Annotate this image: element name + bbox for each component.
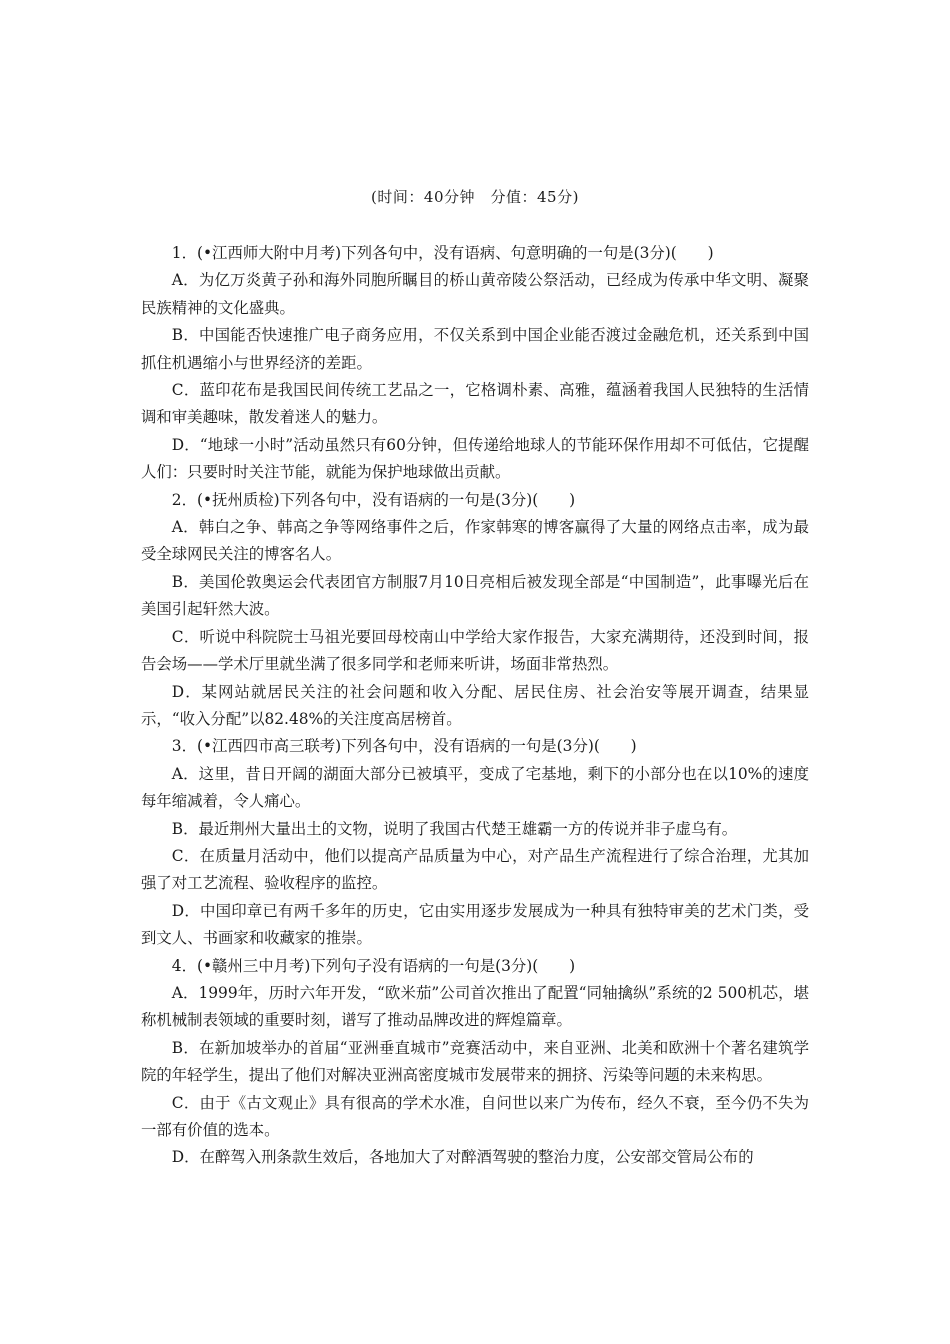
- question-2-option-b: B．美国伦敦奥运会代表团官方制服7月10日亮相后被发现全部是“中国制造”，此事曝光后在美国引起轩然大波。: [141, 572, 809, 619]
- question-1-option-d: D．“地球一小时”活动虽然只有60分钟，但传递给地球人的节能环保作用却不可低估，它提醒人们：只要时时关注节能，就能为保护地球做出贡献。: [141, 435, 809, 482]
- question-1-option-a: A．为亿万炎黄子孙和海外同胞所瞩目的桥山黄帝陵公祭活动，已经成为传承中华文明、凝聚民族精神的文化盛典。: [141, 271, 809, 317]
- question-3-option-c: C．在质量月活动中，他们以提高产品质量为中心，对产品生产流程进行了综合治理，尤其加强了对工艺流程、验收程序的监控。: [141, 846, 809, 893]
- question-1-option-c: C．蓝印花布是我国民间传统工艺品之一，它格调朴素、高雅，蕴涵着我国人民独特的生活情调和审美趣味，散发着迷人的魅力。: [141, 381, 809, 427]
- question-content: [141, 240, 809, 1172]
- question-3-option-d: D．中国印章已有两千多年的历史，它由实用逐步发展成为一种具有独特审美的艺术门类，受到文人、书画家和收藏家的推崇。: [141, 901, 809, 948]
- question-1-stem: 1．(•江西师大附中月考)下列各句中，没有语病、句意明确的一句是(3分)( ): [171, 244, 714, 262]
- time-score-header: (时间：40分钟 分值：45分): [371, 188, 579, 206]
- question-2-option-a: A．韩白之争、韩高之争等网络事件之后，作家韩寒的博客赢得了大量的网络点击率，成为最受全球网民关注的博客名人。: [141, 518, 809, 564]
- question-4-option-d: D．在醉驾入刑条款生效后，各地加大了对醉酒驾驶的整治力度，公安部交管局公布的: [171, 1148, 754, 1167]
- question-2-option-c: C．听说中科院院士马祖光要回母校南山中学给大家作报告，大家充满期待，还没到时间，报告会场——学术厅里就坐满了很多同学和老师来听讲，场面非常热烈。: [141, 627, 809, 674]
- question-4-option-b: B．在新加坡举办的首届“亚洲垂直城市”竞赛活动中，来自亚洲、北美和欧洲十个著名建筑学院的年轻学生，提出了他们对解决亚洲高密度城市发展带来的拥挤、污染等问题的未来构思。: [141, 1038, 809, 1085]
- question-4-option-a: A．1999年，历时六年开发，“欧米茄”公司首次推出了配置“同轴擒纵”系统的2 500机芯，堪称机械制表领域的重要时刻，谱写了推动品牌改进的辉煌篇章。: [141, 983, 809, 1030]
- question-4-stem: 4．(•赣州三中月考)下列句子没有语病的一句是(3分)( ): [171, 956, 576, 975]
- question-3-stem: 3．(•江西四市高三联考)下列各句中，没有语病的一句是(3分)( ): [171, 737, 637, 756]
- question-2-option-d: D．某网站就居民关注的社会问题和收入分配、居民住房、社会治安等展开调查，结果显示，“收入分配”以82.48%的关注度高居榜首。: [141, 682, 809, 728]
- question-3-option-b: B．最近荆州大量出土的文物，说明了我国古代楚王雄霸一方的传说并非子虚乌有。: [171, 819, 738, 838]
- question-1-option-b: B．中国能否快速推广电子商务应用，不仅关系到中国企业能否渡过金融危机，还关系到中国抓住机遇缩小与世界经济的差距。: [141, 326, 809, 372]
- question-3-option-a: A．这里，昔日开阔的湖面大部分已被填平，变成了宅基地，剩下的小部分也在以10%的速度每年缩减着，令人痛心。: [141, 764, 809, 811]
- question-4-option-c: C．由于《古文观止》具有很高的学术水准，自问世以来广为传布，经久不衰，至今仍不失为一部有价值的选本。: [141, 1093, 809, 1139]
- question-2-stem: 2．(•抚州质检)下列各句中，没有语病的一句是(3分)( ): [171, 490, 576, 509]
